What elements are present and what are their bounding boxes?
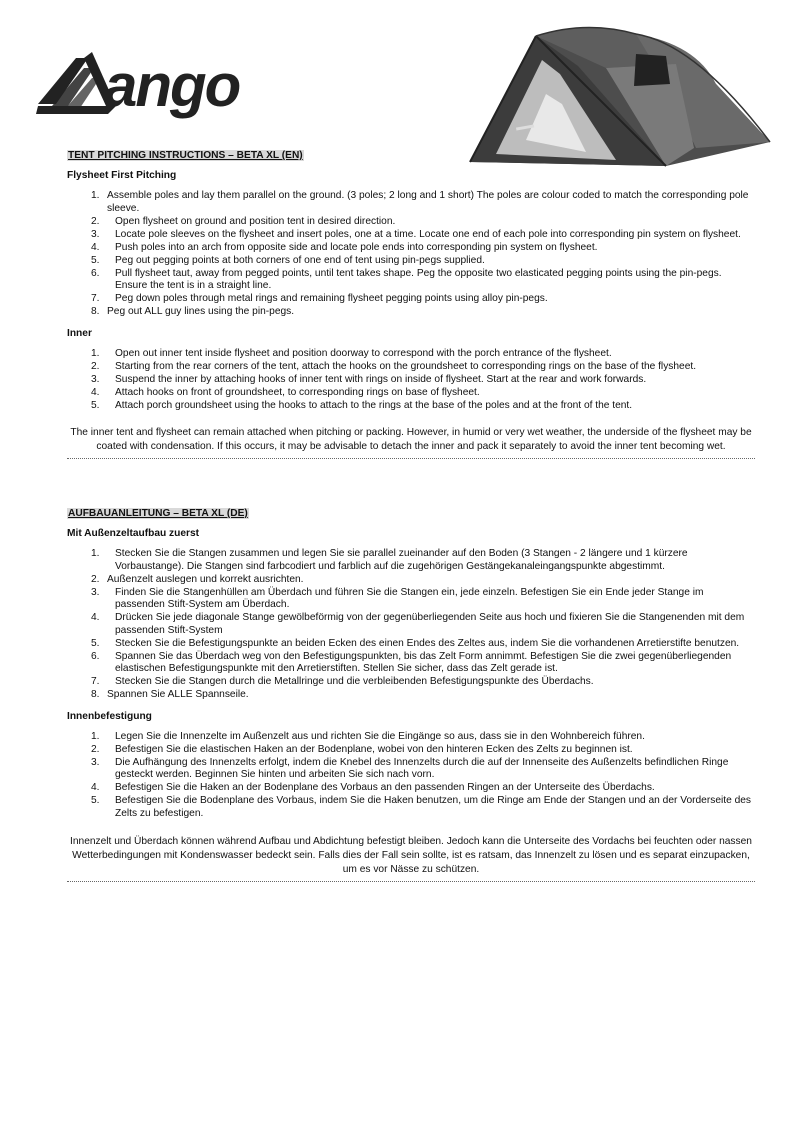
list-item: 4. Attach hooks on front of groundsheet, to corresponding rings on base of flysheet. bbox=[91, 386, 480, 398]
flysheet-heading: Flysheet First Pitching bbox=[67, 170, 177, 181]
list-item: 3. Locate pole sleeves on the flysheet and insert poles, one at a time. Locate one end of each pole into corresponding pin system on flysheet. bbox=[91, 228, 741, 240]
inner-heading: Inner bbox=[67, 327, 92, 339]
inner-steps-list bbox=[67, 348, 755, 413]
list-item: 8. Spannen Sie ALLE Spannseile. bbox=[91, 689, 249, 701]
svg-text:ango: ango bbox=[104, 52, 240, 119]
list-item: 4. Drücken Sie jede diagonale Stange gewölbeförmig von der gegenüberliegenden Seite aus hoch und fixieren Sie die Stangenenden mit dem passenden Stift-System bbox=[91, 612, 745, 636]
divider bbox=[67, 881, 755, 882]
list-item: 2. Befestigen Sie die elastischen Haken an der Bodenplane, wobei von den hinteren Ecken des Zelts zu beginnen ist. bbox=[91, 743, 633, 755]
list-item: 6. Spannen Sie das Überdach weg von den Befestigungspunkten, bis das Zelt Form annimmt. Befestigen Sie die zwei gegenüberliegenden elastischen Befestigungspunkte mit den Arretierstiften. Stellen Sie sicher, dass das Zelt gerade ist. bbox=[91, 650, 732, 675]
list-item: 4. Befestigen Sie die Haken an der Bodenplane des Vorbaus an den passenden Ringen an der Unterseite des Überdachs. bbox=[91, 782, 655, 794]
german-flysheet-steps-list bbox=[67, 548, 755, 702]
list-item: 1. Assemble poles and lay them parallel on the ground. (3 poles; 2 long and 1 short) The poles are colour coded to match the corresponding pole sleeve. bbox=[91, 190, 749, 214]
list-item: 5. Befestigen Sie die Bodenplane des Vorbaus, indem Sie die Haken benutzen, um die Ringe am Ende der Stangen und an der Vorderseite des Zelts zu befestigen. bbox=[91, 795, 752, 819]
english-title: TENT PITCHING INSTRUCTIONS – BETA XL (EN) bbox=[68, 150, 303, 161]
german-title: AUFBAUANLEITUNG – BETA XL (DE) bbox=[68, 508, 248, 519]
list-item: 8. Peg out ALL guy lines using the pin-pegs. bbox=[91, 306, 295, 318]
list-item: 3. Finden Sie die Stangenhüllen am Überdach und führen Sie die Stangen ein, jede einzeln. Befestigen Sie ein Ende jeder Stange im passenden Stift-System am Überdach. bbox=[91, 586, 704, 611]
list-item: 5. Peg out pegging points at both corners of one end of tent using pin-pegs supplied. bbox=[91, 254, 485, 266]
list-item: 7. Peg down poles through metal rings and remaining flysheet pegging points using alloy pin-pegs. bbox=[91, 293, 548, 305]
german-inner-steps-list bbox=[67, 731, 755, 821]
list-item: 6. Pull flysheet taut, away from pegged points, until tent takes shape. Peg the opposite two elasticated pegging points using the pin-pegs. Ensure the tent is in a straight line. bbox=[91, 267, 722, 292]
german-section bbox=[67, 508, 755, 882]
list-item: 5. Stecken Sie die Befestigungspunkte an beiden Ecken des einen Endes des Zeltes aus, indem Sie die vorhandenen Arretierstifte benutzen. bbox=[91, 637, 740, 649]
english-note: The inner tent and flysheet can remain attached when pitching or packing. However, in humid or very wet weather, the underside of the flysheet may be coated with condensation. If this occurs, it may be advisable to detach the inner and pack it separately to avoid the inner tent becoming wet. bbox=[70, 427, 752, 453]
list-item: 1. Legen Sie die Innenzelte im Außenzelt aus und richten Sie die Eingänge so aus, dass sie in den Wohnbereich führen. bbox=[91, 730, 645, 742]
german-note: Innenzelt und Überdach können während Aufbau und Abdichtung befestigt bleiben. Jedoch kann die Unterseite des Vordachs bei feuchten oder nassen Wetterbedingungen mit Kondenswasser bedeckt sein. Falls dies der Fall sein sollte, ist es ratsam, das Innenzelt zu lösen und es separat einzupacken, um es vor Nässe zu schützen. bbox=[70, 835, 752, 875]
list-item: 2. Open flysheet on ground and position tent in desired direction. bbox=[91, 215, 396, 227]
list-item: 4. Push poles into an arch from opposite side and locate pole ends into corresponding pin system on flysheet. bbox=[91, 241, 598, 253]
german-inner-heading: Innenbefestigung bbox=[67, 710, 152, 722]
list-item: 5. Attach porch groundsheet using the hooks to attach to the rings at the base of the poles and at the front of the tent. bbox=[91, 399, 633, 411]
vango-logo bbox=[36, 44, 306, 120]
list-item: 7. Stecken Sie die Stangen durch die Metallringe und die verbleibenden Befestigungspunkte des Überdachs. bbox=[91, 676, 594, 688]
german-flysheet-heading: Mit Außenzeltaufbau zuerst bbox=[67, 528, 200, 539]
english-section bbox=[67, 150, 755, 459]
list-item: 3. Suspend the inner by attaching hooks of inner tent with rings on inside of flysheet. Start at the rear and work forwards. bbox=[91, 373, 647, 385]
list-item: 1. Stecken Sie die Stangen zusammen und legen Sie sie parallel zueinander auf den Boden (3 Stangen - 2 längere und 1 kürzere Vorbaustange). Die Stangen sind farbcodiert und farblich auf die zugehörigen Gestängekanaleingangspunkte abgestimmt. bbox=[91, 548, 688, 572]
list-item: 2. Außenzelt auslegen und korrekt ausrichten. bbox=[91, 573, 304, 585]
tent-photo bbox=[466, 24, 772, 170]
list-item: 2. Starting from the rear corners of the tent, attach the hooks on the groundsheet to corresponding rings on the base of the flysheet. bbox=[91, 360, 697, 372]
flysheet-steps-list bbox=[67, 190, 755, 319]
list-item: 1. Open out inner tent inside flysheet and position doorway to correspond with the porch entrance of the flysheet. bbox=[91, 347, 612, 359]
divider bbox=[67, 458, 755, 459]
list-item: 3. Die Aufhängung des Innenzelts erfolgt, indem die Knebel des Innenzelts durch die auf der Innenseite des Außenzelts befindlichen Ringe gesteckt werden. Beginnen Sie hinten und arbeiten Sie sich nach vorn. bbox=[91, 756, 729, 781]
